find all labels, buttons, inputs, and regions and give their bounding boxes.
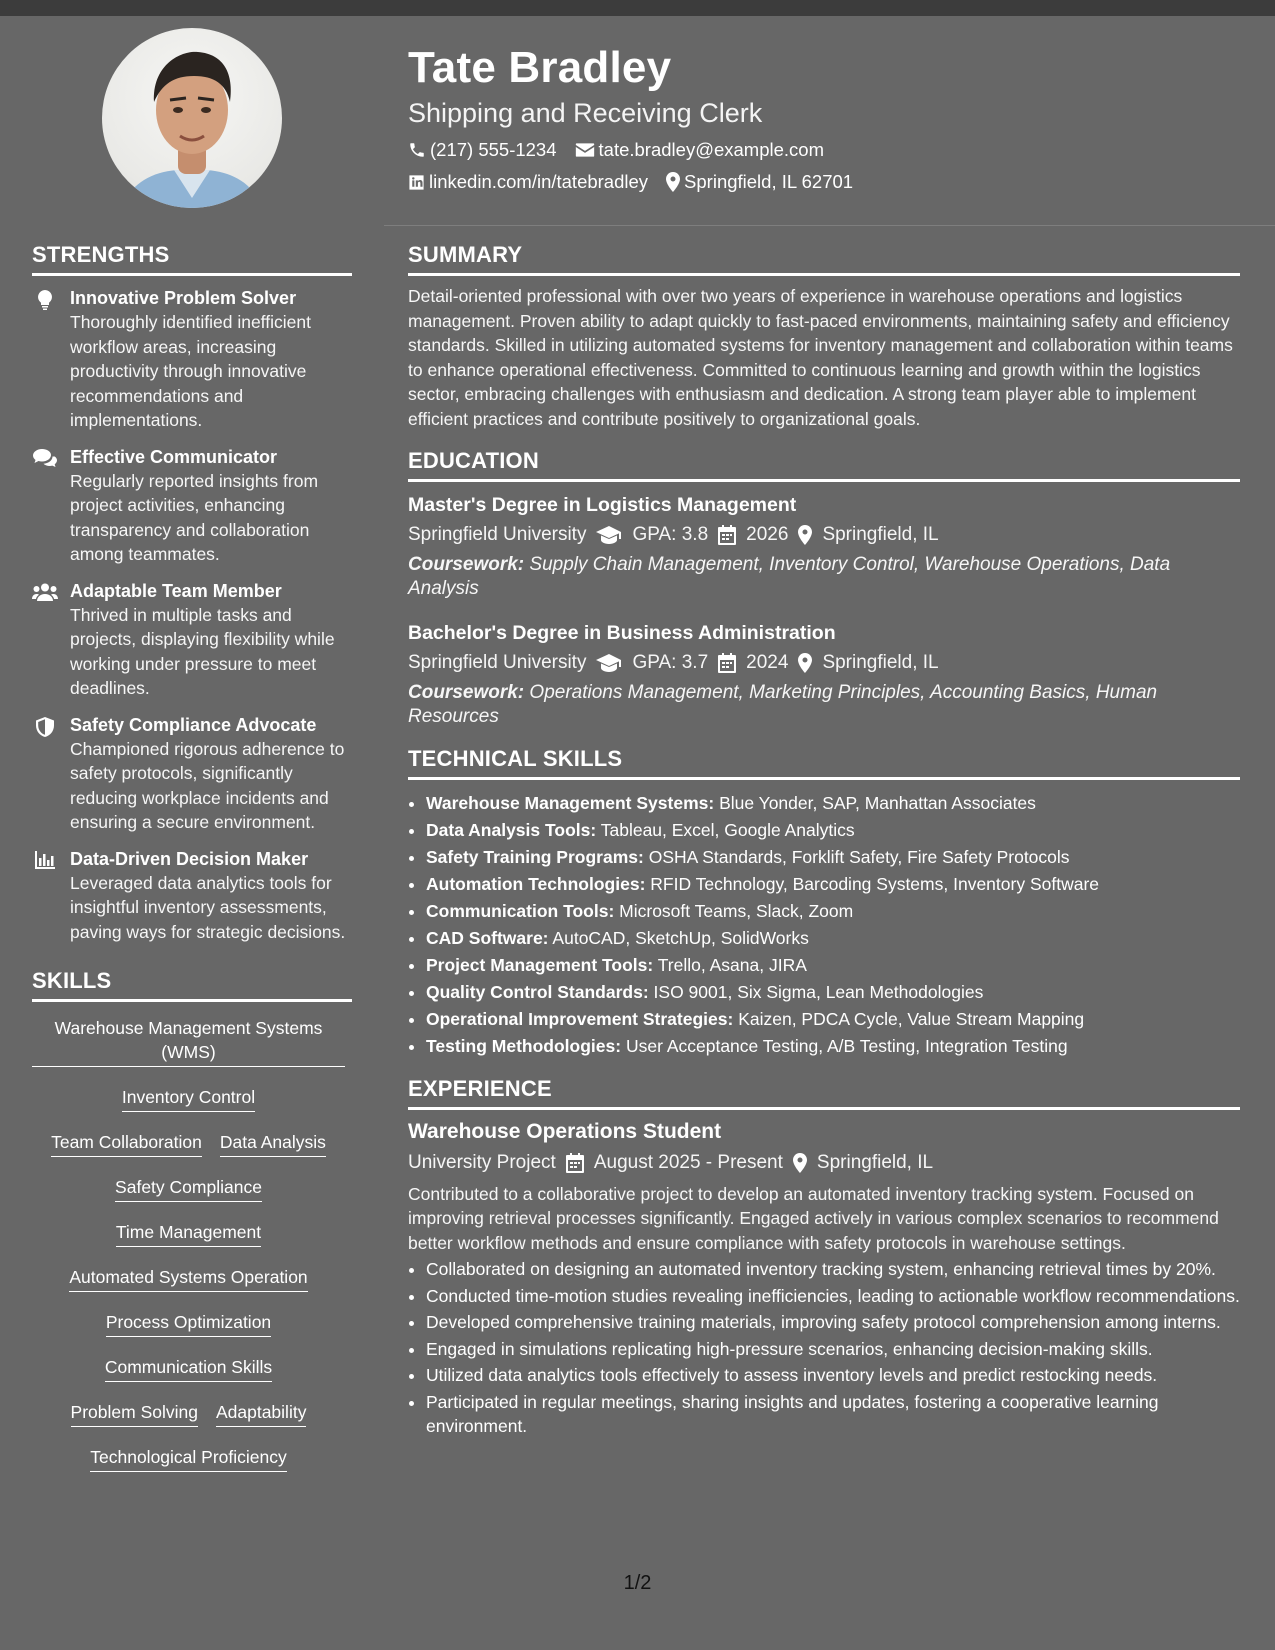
phone-text: (217) 555-1234 <box>430 139 557 160</box>
map-marker-icon <box>798 653 812 673</box>
skill-tag: Safety Compliance <box>115 1175 262 1202</box>
tech-skill-value: RFID Technology, Barcoding Systems, Inventory Software <box>650 873 1100 894</box>
job-title: Warehouse Operations Student <box>408 1119 722 1143</box>
list-item: • Collaborated on designing an automated inventory tracking system, enhancing retrieval times by 20%. <box>426 1257 1240 1282</box>
degree-gpa: GPA: 3.7 <box>632 651 709 673</box>
location-contact <box>666 170 853 194</box>
tech-skill-label: Quality Control Standards: <box>426 981 649 1002</box>
school-name: Springfield University <box>408 523 587 545</box>
strength-title: Innovative Problem Solver <box>70 288 297 308</box>
skill-tag: Data Analysis <box>220 1130 326 1157</box>
skill-row <box>32 1085 345 1112</box>
job-meta <box>408 1150 1240 1176</box>
tech-skill-label: CAD Software: <box>426 927 549 948</box>
skill-tag: Automated Systems Operation <box>69 1265 307 1292</box>
skill-tag: Time Management <box>116 1220 261 1247</box>
coursework-label: Coursework: <box>408 553 525 575</box>
tech-skill-label: Operational Improvement Strategies: <box>426 1008 734 1029</box>
map-marker-icon <box>798 525 812 545</box>
strength-description: Championed rigorous adherence to safety protocols, significantly reducing workplace incidents and ensuring a secure environment. <box>70 738 345 832</box>
header-divider <box>384 225 1275 226</box>
skill-row <box>32 1175 345 1202</box>
education-section <box>408 446 1240 730</box>
coursework <box>408 553 1240 602</box>
skill-row <box>32 1016 345 1067</box>
top-bar <box>0 0 1275 16</box>
list-item: • Engaged in simulations replicating high-pressure scenarios, enhancing decision-making skills. <box>426 1337 1240 1362</box>
skill-row <box>32 1355 345 1382</box>
tech-skill-label: Safety Training Programs: <box>426 846 644 867</box>
skill-row <box>32 1130 345 1157</box>
skill-row <box>32 1310 345 1337</box>
section-rule <box>408 479 1240 482</box>
strength-description: Thrived in multiple tasks and projects, displaying flexibility while working under pressure to meet deadlines. <box>70 604 335 698</box>
phone-icon <box>408 141 426 159</box>
section-rule <box>408 1107 1240 1110</box>
list-item <box>426 1033 1240 1060</box>
tech-skill-label: Communication Tools: <box>426 900 615 921</box>
section-title-strengths: STRENGTHS <box>32 242 170 267</box>
location-text: Springfield, IL 62701 <box>684 171 854 192</box>
job-org: University Project <box>408 1151 556 1173</box>
strength-description: Leveraged data analytics tools for insightful inventory assessments, paving ways for strategic decisions. <box>70 872 346 942</box>
job-bullets <box>408 1257 1240 1439</box>
degree-year: 2026 <box>746 523 789 545</box>
shield-icon <box>36 717 54 737</box>
tech-skill-label: Data Analysis Tools: <box>426 819 597 840</box>
graduation-cap-icon <box>596 526 622 544</box>
skill-row <box>32 1220 345 1247</box>
list-item <box>426 817 1240 844</box>
school-name: Springfield University <box>408 651 587 673</box>
email-contact[interactable] <box>575 138 824 162</box>
calendar-icon <box>566 1153 584 1173</box>
list-item <box>426 925 1240 952</box>
strength-title: Data-Driven Decision Maker <box>70 848 309 869</box>
list-item <box>426 871 1240 898</box>
degree-gpa: GPA: 3.8 <box>632 523 709 545</box>
strength-item <box>32 847 352 945</box>
candidate-name: Tate Bradley <box>408 43 672 92</box>
section-title-technical-skills: TECHNICAL SKILLS <box>408 745 623 771</box>
left-column <box>32 240 352 1490</box>
section-title-experience: EXPERIENCE <box>408 1075 552 1101</box>
skill-tag: Process Optimization <box>106 1310 271 1337</box>
list-item <box>426 844 1240 871</box>
coursework <box>408 681 1240 730</box>
strength-item <box>32 713 352 835</box>
list-item <box>426 979 1240 1006</box>
degree-location: Springfield, IL <box>822 523 939 545</box>
strength-title: Safety Compliance Advocate <box>70 714 317 735</box>
list-item: • Developed comprehensive training materials, improving safety protocol comprehension among interns. <box>426 1310 1240 1335</box>
degree-year: 2024 <box>746 651 789 673</box>
job-dates: August 2025 - Present <box>593 1151 783 1173</box>
resume-header <box>408 40 1238 194</box>
tech-skill-value: Tableau, Excel, Google Analytics <box>600 819 855 840</box>
skill-tag: Problem Solving <box>71 1400 198 1427</box>
list-item <box>426 790 1240 817</box>
skill-row <box>32 1445 345 1472</box>
degree-location: Springfield, IL <box>822 651 939 673</box>
page-indicator: 1/2 <box>623 1572 652 1594</box>
list-item <box>426 1006 1240 1033</box>
map-marker-icon <box>666 172 680 192</box>
candidate-role: Shipping and Receiving Clerk <box>408 98 763 128</box>
tech-skill-value: ISO 9001, Six Sigma, Lean Methodologies <box>653 981 984 1002</box>
skill-row <box>32 1400 345 1427</box>
contact-row-1 <box>408 138 1238 162</box>
strength-title: Effective Communicator <box>70 446 278 467</box>
tech-skill-value: Trello, Asana, JIRA <box>657 954 807 975</box>
coursework-list: Supply Chain Management, Inventory Control, Warehouse Operations, Data Analysis <box>408 553 1171 600</box>
list-item: • Participated in regular meetings, sharing insights and updates, fostering a cooperative learning environment. <box>426 1390 1240 1439</box>
section-title-education: EDUCATION <box>408 447 539 473</box>
skill-tag: Technological Proficiency <box>90 1445 287 1472</box>
coursework-list: Operations Management, Marketing Principles, Accounting Basics, Human Resources <box>408 681 1158 728</box>
section-rule <box>32 273 352 276</box>
tech-skill-label: Warehouse Management Systems: <box>426 792 715 813</box>
tech-skill-label: Testing Methodologies: <box>426 1035 622 1056</box>
linkedin-text: linkedin.com/in/tatebradley <box>429 171 649 192</box>
tech-skill-label: Project Management Tools: <box>426 954 654 975</box>
linkedin-contact[interactable] <box>408 170 648 194</box>
graduation-cap-icon <box>596 654 622 672</box>
profile-photo <box>102 28 282 208</box>
calendar-icon <box>718 653 736 673</box>
summary-text: Detail-oriented professional with over two years of experience in warehouse operations and logistics management. Proven ability to adapt quickly to fast-paced environments, maintaining safety and efficiency standards. Skilled in utilizing automated systems for inventory management and collaboration within teams to enhance operational effectiveness. Committed to continuous learning and growth within the logistics sector, embracing challenges with enthusiasm and dedication. A strong team player able to implement efficient practices and contribute positively to organizational goals. <box>408 286 1233 429</box>
calendar-icon <box>718 525 736 545</box>
tech-skill-label: Automation Technologies: <box>426 873 646 894</box>
tech-skill-value: Blue Yonder, SAP, Manhattan Associates <box>719 792 1036 813</box>
degree-title: Master's Degree in Logistics Management <box>408 493 797 516</box>
email-text: tate.bradley@example.com <box>598 139 824 160</box>
section-rule <box>32 999 352 1002</box>
job-description: Contributed to a collaborative project to develop an automated inventory tracking system. Focused on improving retrieval processes significantly. Engaged actively in various complex scenarios to recommend better workflow methods and ensure compliance with safety protocols in warehouse settings. <box>408 1183 1219 1253</box>
list-item <box>426 898 1240 925</box>
education-entry <box>408 620 1240 730</box>
strength-description: Regularly reported insights from project activities, enhancing transparency and collaboration among teammates. <box>70 470 319 564</box>
degree-meta <box>408 522 1240 548</box>
skill-tag: Inventory Control <box>122 1085 255 1112</box>
skill-tag: Warehouse Management Systems (WMS) <box>32 1016 345 1067</box>
skill-tag: Communication Skills <box>105 1355 272 1382</box>
users-icon <box>32 583 58 601</box>
strengths-list <box>32 286 352 944</box>
map-marker-icon <box>793 1153 807 1173</box>
lightbulb-icon <box>38 290 52 310</box>
job-location: Springfield, IL <box>816 1151 934 1173</box>
comments-icon <box>33 449 57 467</box>
tech-skill-value: AutoCAD, SketchUp, SolidWorks <box>552 927 809 948</box>
strength-description: Thoroughly identified inefficient workflow areas, increasing productivity through innovative recommendations and implementations. <box>70 312 311 430</box>
degree-meta <box>408 650 1240 676</box>
tech-skill-value: User Acceptance Testing, A/B Testing, Integration Testing <box>625 1035 1068 1056</box>
coursework-label: Coursework: <box>408 681 525 703</box>
section-rule <box>408 777 1240 780</box>
section-rule <box>408 273 1240 276</box>
right-column <box>408 240 1240 1441</box>
education-entry <box>408 492 1240 602</box>
linkedin-icon <box>408 174 425 191</box>
degree-title: Bachelor's Degree in Business Administration <box>408 621 836 644</box>
contact-row-2 <box>408 170 1238 194</box>
tech-skill-value: Kaizen, PDCA Cycle, Value Stream Mapping <box>738 1008 1085 1029</box>
list-item: • Conducted time-motion studies revealing inefficiencies, leading to actionable workflow recommendations. <box>426 1284 1240 1309</box>
tech-skill-value: Microsoft Teams, Slack, Zoom <box>619 900 854 921</box>
experience-section <box>408 1074 1240 1439</box>
strength-item <box>32 579 352 701</box>
envelope-icon <box>575 142 595 158</box>
technical-skills-section <box>408 744 1240 1060</box>
skills-tag-list <box>32 1016 345 1472</box>
phone-contact[interactable] <box>408 138 557 162</box>
skill-tag: Adaptability <box>216 1400 306 1427</box>
section-title-skills: SKILLS <box>32 968 112 993</box>
list-item <box>426 952 1240 979</box>
strength-item <box>32 445 352 567</box>
skill-row <box>32 1265 345 1292</box>
strength-title: Adaptable Team Member <box>70 580 282 601</box>
technical-skills-list <box>408 790 1240 1060</box>
strength-item <box>32 286 352 433</box>
bar-chart-icon <box>35 851 55 869</box>
list-item: • Utilized data analytics tools effectively to assess inventory levels and predict restocking needs. <box>426 1363 1240 1388</box>
skill-tag: Team Collaboration <box>51 1130 202 1157</box>
tech-skill-value: OSHA Standards, Forklift Safety, Fire Safety Protocols <box>648 846 1070 867</box>
section-title-summary: SUMMARY <box>408 242 523 267</box>
